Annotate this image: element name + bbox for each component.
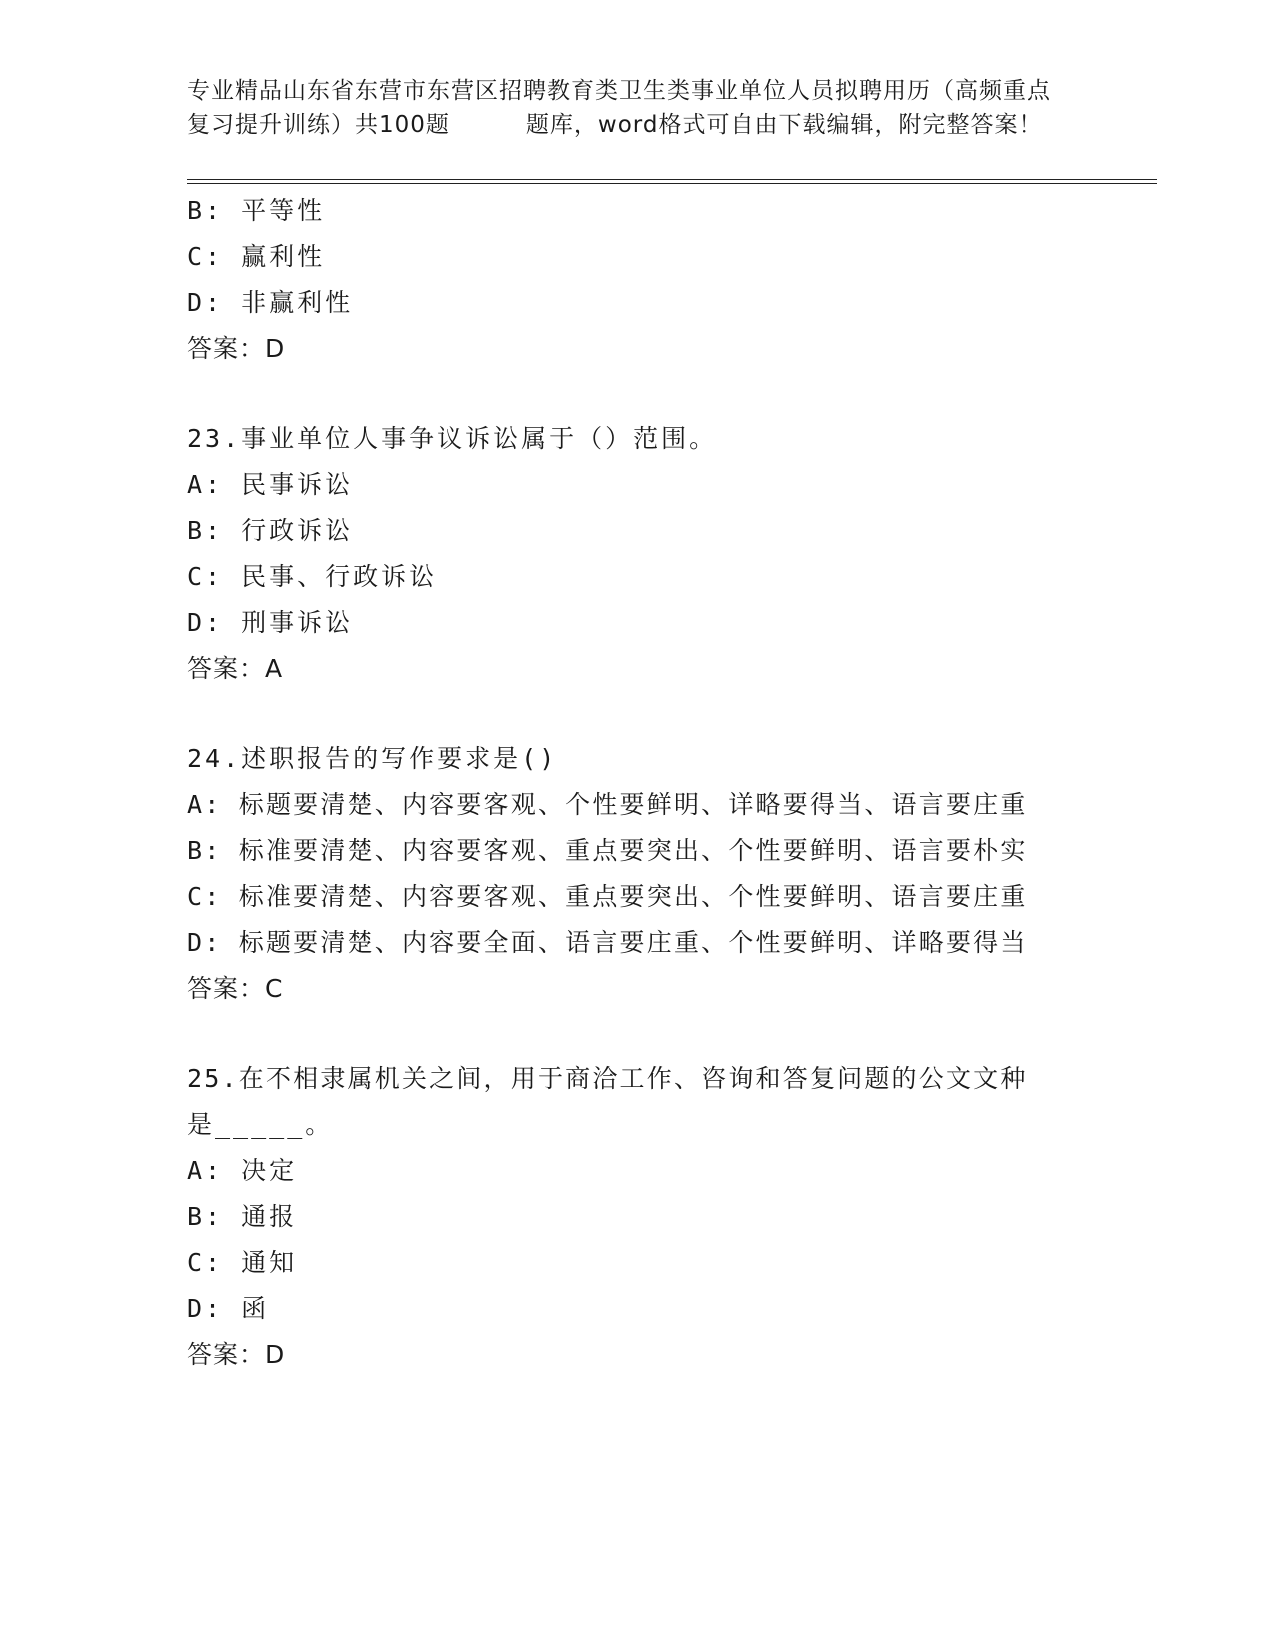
- option-c: C: 民事、行政诉讼: [187, 562, 438, 591]
- question-block-25: [187, 1056, 1157, 1378]
- option-c: C: 标准要清楚、内容要客观、重点要突出、个性要鲜明、语言要庄重: [187, 882, 1028, 911]
- answer-label: 答案：D: [187, 1340, 286, 1369]
- answer-label: 答案：D: [187, 334, 286, 363]
- header-title-line2-right: 题库，word格式可自由下载编辑，附完整答案！: [525, 112, 1043, 138]
- header-title-line2: [187, 108, 1087, 142]
- question-stem-line2: 是_____。: [187, 1110, 334, 1139]
- question-list: [187, 188, 1157, 1378]
- question-block-22: [187, 188, 1157, 372]
- option-b: B: 行政诉讼: [187, 516, 354, 545]
- header-divider: [187, 179, 1157, 184]
- option-d: D: 非赢利性: [187, 288, 354, 317]
- option-a: A: 决定: [187, 1156, 298, 1185]
- answer-label: 答案：A: [187, 654, 284, 683]
- option-d: D: 函: [187, 1294, 270, 1323]
- option-a: A: 标题要清楚、内容要客观、个性要鲜明、详略要得当、语言要庄重: [187, 790, 1028, 819]
- question-block-24: [187, 736, 1157, 1012]
- question-block-23: [187, 416, 1157, 692]
- option-b: B: 平等性: [187, 196, 326, 225]
- header-title-line2-left: 复习提升训练）共100题: [187, 112, 450, 138]
- question-stem: 23.事业单位人事争议诉讼属于（）范围。: [187, 424, 718, 453]
- option-b: B: 通报: [187, 1202, 298, 1231]
- option-d: D: 刑事诉讼: [187, 608, 354, 637]
- option-d: D: 标题要清楚、内容要全面、语言要庄重、个性要鲜明、详略要得当: [187, 928, 1028, 957]
- document-header: [187, 74, 1087, 142]
- option-a: A: 民事诉讼: [187, 470, 354, 499]
- header-title-line1: 专业精品山东省东营市东营区招聘教育类卫生类事业单位人员拟聘用历（高频重点: [187, 78, 1051, 104]
- answer-label: 答案：C: [187, 974, 284, 1003]
- question-stem-line1: 25.在不相隶属机关之间，用于商洽工作、咨询和答复问题的公文文种: [187, 1064, 1028, 1093]
- option-c: C: 赢利性: [187, 242, 326, 271]
- question-stem: 24.述职报告的写作要求是(): [187, 744, 558, 773]
- option-c: C: 通知: [187, 1248, 298, 1277]
- document-page: [187, 0, 1157, 1650]
- option-b: B: 标准要清楚、内容要客观、重点要突出、个性要鲜明、语言要朴实: [187, 836, 1028, 865]
